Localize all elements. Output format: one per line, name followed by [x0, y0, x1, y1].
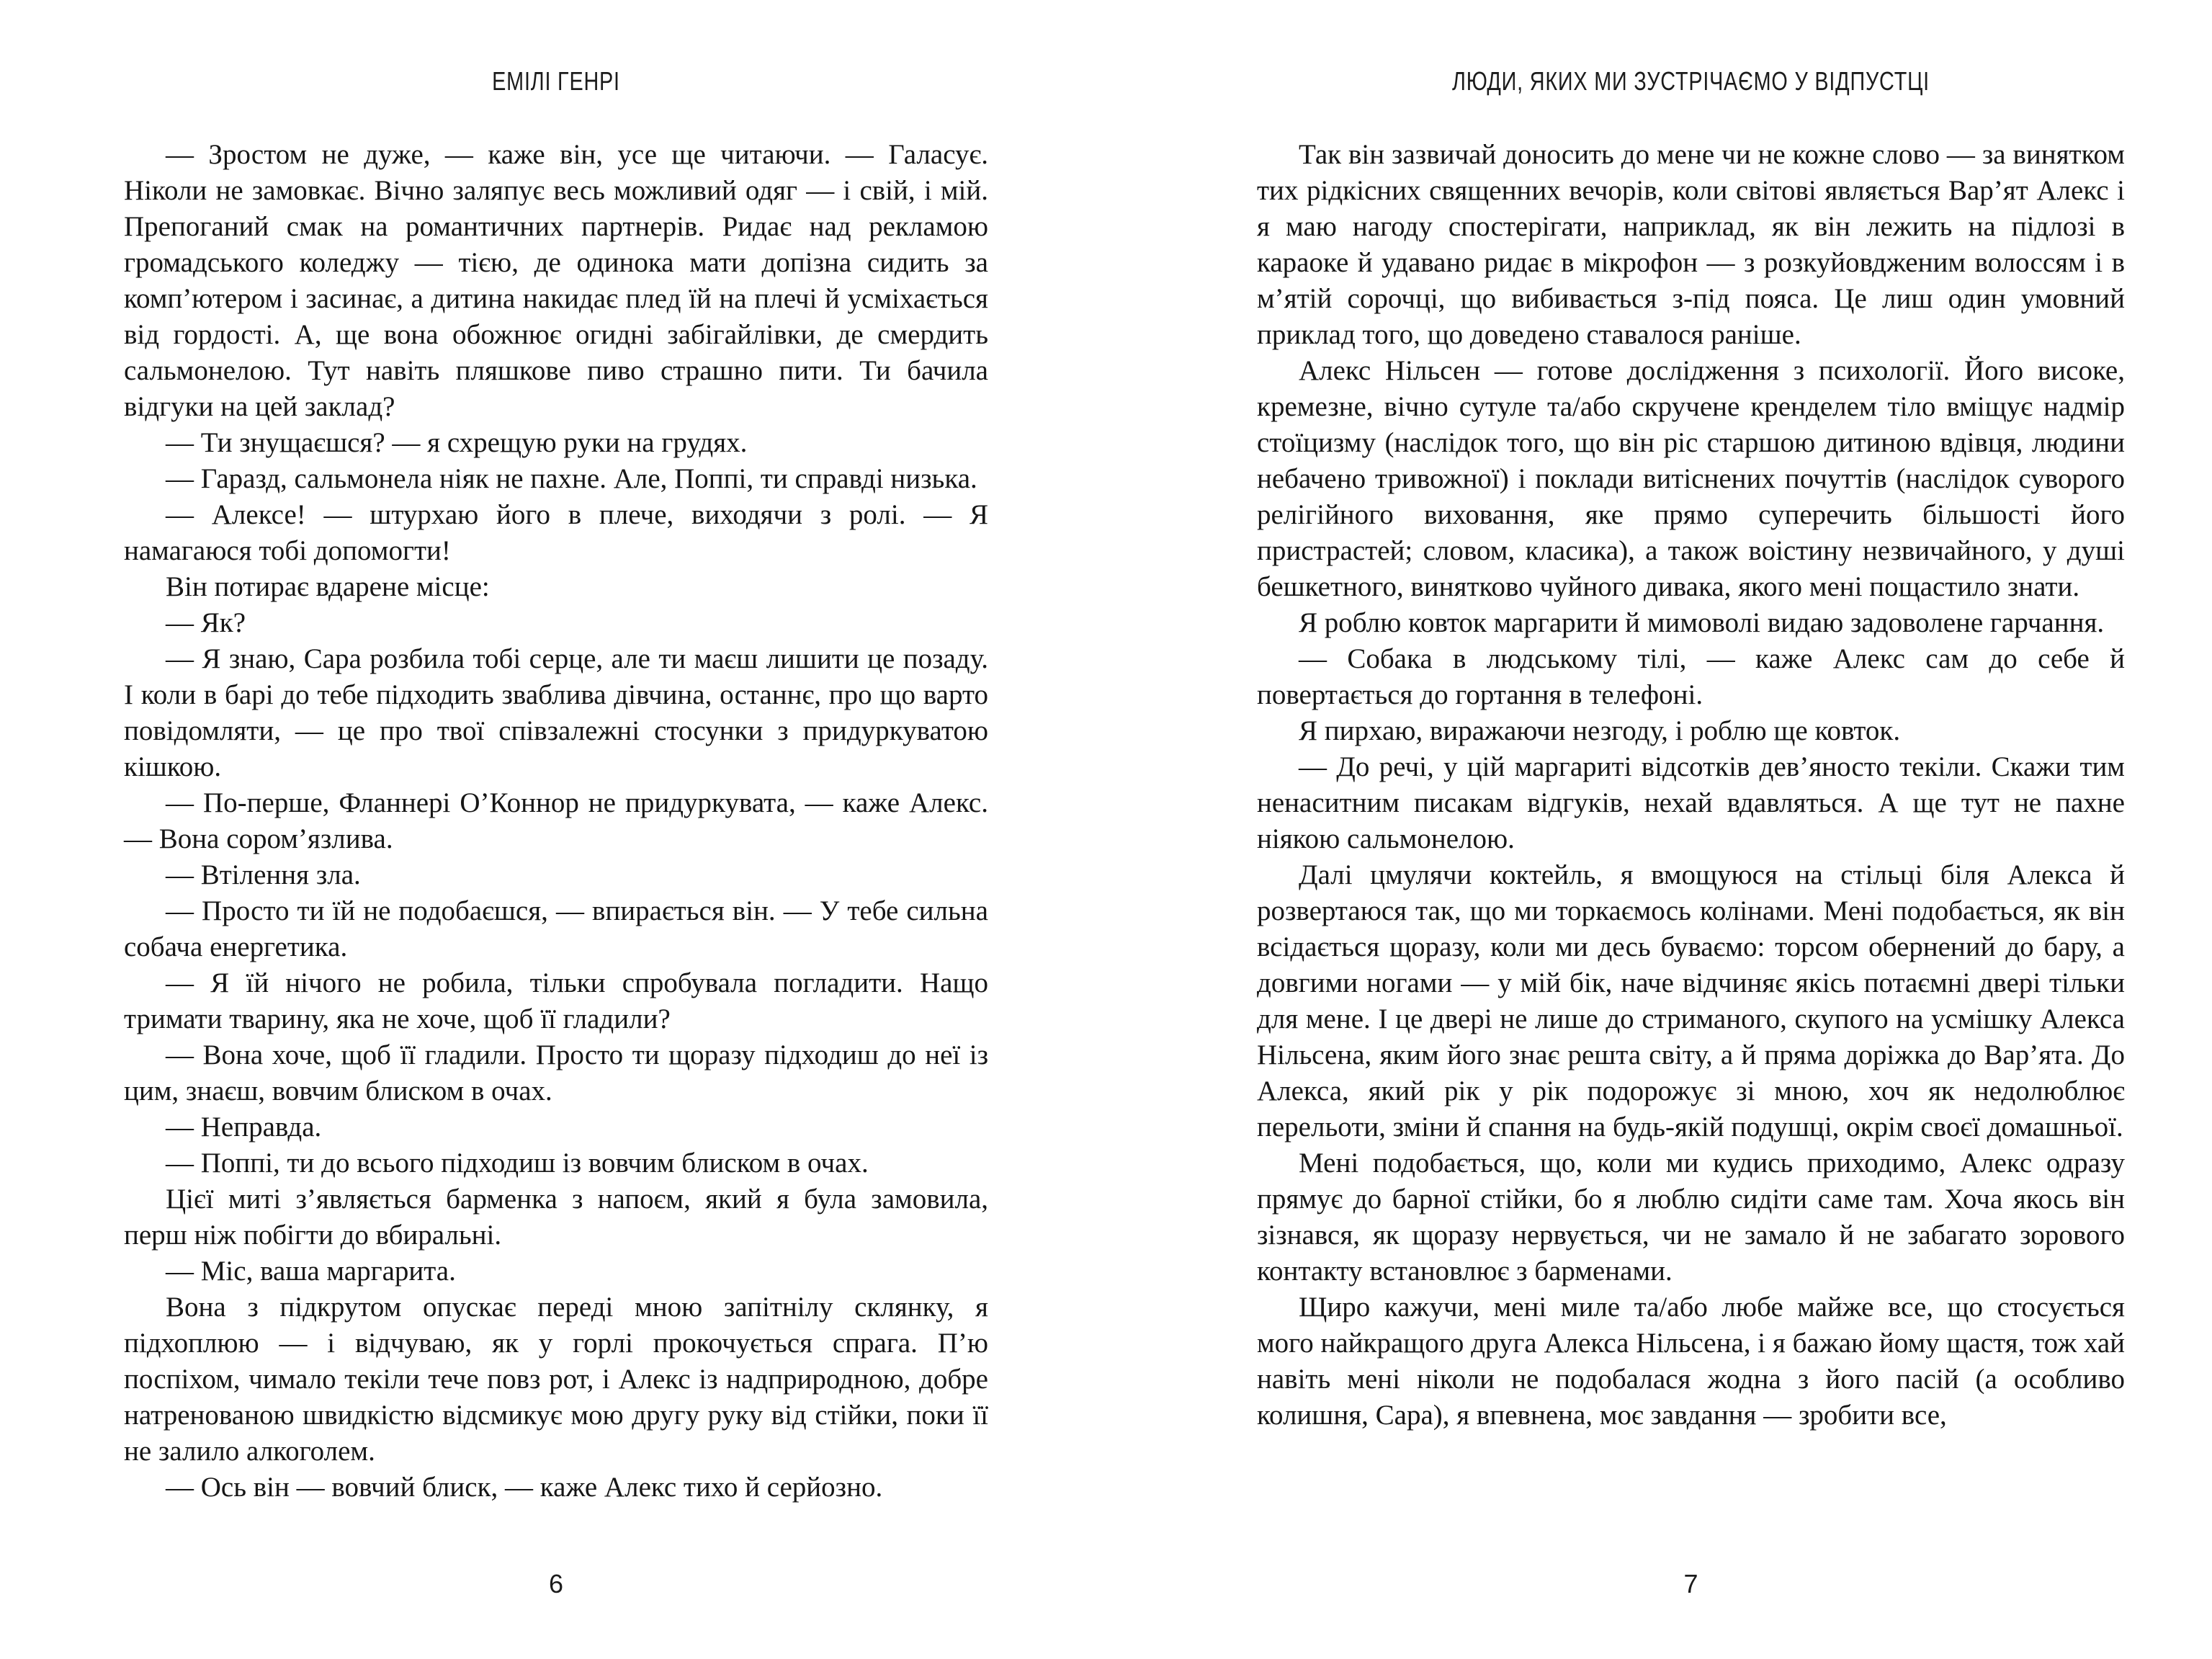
- paragraph: — Як?: [166, 607, 246, 638]
- paragraph: — По-перше, Фланнері О’Коннор не придуркувата, — каже Алекс. — Вона сором’язлива.: [124, 787, 988, 854]
- page-left: [124, 0, 988, 1659]
- paragraph: Далі цмулячи коктейль, я вмощуюся на стільці біля Алекса й розвертаюся так, що ми торкаємось колінами. Мені подобається, як він всідається щоразу, коли ми десь буваємо: торсом обернений до бару, а довгими ногами — у мій бік, наче відчиняє якісь потаємні двері тільки для мене. І це двері не лише до стриманого, скупого на усмішку Алекса Нільсена, яким його знає решта світу, а й пряма доріжка до Вар’ята. До Алекса, який рік у рік подорожує зі мною, хоч як недолюблює перельоти, зміни й спання на будь-якій подушці, окрім своєї домашньої.: [1257, 859, 2125, 1142]
- paragraph: — Поппі, ти до всього підходиш із вовчим блиском в очах.: [166, 1148, 869, 1179]
- paragraph: Вона з підкрутом опускає переді мною запітнілу склянку, я підхоплюю — і відчуваю, як у горлі прокочується спрага. П’ю поспіхом, чимало текіли тече повз рот, і Алекс із надприродною, добре натренованою швидкістю відсмикує мою другу руку від стійки, поки її не залило алкоголем.: [124, 1292, 988, 1467]
- paragraph: Мені подобається, що, коли ми кудись приходимо, Алекс одразу прямує до барної стійки, бо я люблю сидіти саме там. Хоча якось він зізнався, як щоразу нервується, чи не замало й не забагато зорового контакту встановлює з барменами.: [1257, 1148, 2125, 1287]
- right-page-number: 7: [1683, 1569, 1698, 1598]
- paragraph: — Ось він — вовчий блиск, — каже Алекс тихо й серйозно.: [166, 1472, 883, 1503]
- paragraph: — Ти знущаєшся? — я схрещую руки на грудях.: [166, 427, 748, 458]
- paragraph: — Просто ти їй не подобаєшся, — впирається він. — У тебе сильна собача енергетика.: [124, 895, 988, 962]
- paragraph: — Гаразд, сальмонела ніяк не пахне. Але, Поппі, ти справді низька.: [166, 463, 977, 494]
- paragraph: Я роблю ковток маргарити й мимоволі видаю задоволене гарчання.: [1299, 607, 2105, 638]
- left-running-header: ЕМІЛІ ГЕНРІ: [492, 66, 620, 96]
- paragraph: Я пирхаю, виражаючи незгоду, і роблю ще ковток.: [1299, 715, 1901, 746]
- paragraph: — Міс, ваша маргарита.: [166, 1256, 456, 1287]
- left-page-number: 6: [548, 1569, 564, 1598]
- paragraph: Він потирає вдарене місце:: [166, 571, 490, 602]
- paragraph: — Я їй нічого не робила, тільки спробувала погладити. Нащо тримати тварину, яка не хоче, щоб її гладили?: [124, 967, 988, 1034]
- paragraph: — Втілення зла.: [166, 859, 361, 890]
- paragraph: Так він зазвичай доносить до мене чи не кожне слово — за винятком тих рідкісних священних вечорів, коли світові являється Вар’ят Алекс і я маю нагоду спостерігати, наприклад, як він лежить на підлозі в караоке й удавано ридає в мікрофон — з розкуйовдженим волоссям і в м’ятій сорочці, що вибивається з-під пояса. Це лиш один умовний приклад того, що доведено ставалося раніше.: [1257, 139, 2125, 350]
- paragraph: — Алексе! — штурхаю його в плече, виходячи з ролі. — Я намагаюся тобі допомогти!: [124, 499, 988, 566]
- paragraph: — Вона хоче, щоб її гладили. Просто ти щоразу підходиш до неї із цим, знаєш, вовчим блиском в очах.: [124, 1039, 988, 1106]
- paragraph: Алекс Нільсен — готове дослідження з психології. Його високе, кремезне, вічно сутуле та/або скручене кренделем тіло вміщує надмір стоїцизму (наслідок того, що він ріс старшою дитиною вдівця, людини небачено тривожної) і поклади витіснених почуттів (наслідок суворого релігійного виховання, яке прямо суперечить більшості його пристрастей; словом, класика), а також воістину незвичайного, у душі бешкетного, винятково чуйного дивака, якого мені пощастило знати.: [1257, 355, 2125, 602]
- paragraph: Щиро кажучи, мені миле та/або любе майже все, що стосується мого найкращого друга Алекса Нільсена, і я бажаю йому щастя, тож хай навіть мені ніколи не подобалася жодна з його пасій (а особливо колишня, Сара), я впевнена, моє завдання — зробити все,: [1257, 1292, 2125, 1431]
- paragraph: — Собака в людському тілі, — каже Алекс сам до себе й повертається до гортання в телефоні.: [1257, 643, 2125, 710]
- right-page-text: [1257, 137, 2125, 1434]
- left-page-text: [124, 137, 988, 1506]
- paragraph: — Я знаю, Сара розбила тобі серце, але ти маєш лишити це позаду. І коли в барі до тебе підходить зваблива дівчина, останнє, про що варто повідомляти, — це про твої співзалежні стосунки з придуркуватою кішкою.: [124, 643, 988, 782]
- right-running-header: ЛЮДИ, ЯКИХ МИ ЗУСТРІЧАЄМО У ВІДПУСТЦІ: [1452, 66, 1930, 96]
- page-right: [1257, 0, 2125, 1659]
- paragraph: — До речі, у цій маргариті відсотків дев’яносто текіли. Скажи тим ненаситним писакам відгуків, нехай вдавляться. А ще тут не пахне ніякою сальмонелою.: [1257, 751, 2125, 854]
- paragraph: Цієї миті з’являється барменка з напоєм, який я була замовила, перш ніж побігти до вбиральні.: [124, 1184, 988, 1251]
- paragraph: — Зростом не дуже, — каже він, усе ще читаючи. — Галасує. Ніколи не замовкає. Вічно заляпує весь можливий одяг — і свій, і мій. Препоганий смак на романтичних партнерів. Ридає над рекламою громадського коледжу — тією, де одинока мати допізна сидить за комп’ютером і засинає, а дитина накидає плед їй на плечі й усміхається від гордості. А, ще вона обожнює огидні забігайлівки, де смердить сальмонелою. Тут навіть пляшкове пиво страшно пити. Ти бачила відгуки на цей заклад?: [124, 139, 988, 422]
- paragraph: — Неправда.: [166, 1112, 322, 1142]
